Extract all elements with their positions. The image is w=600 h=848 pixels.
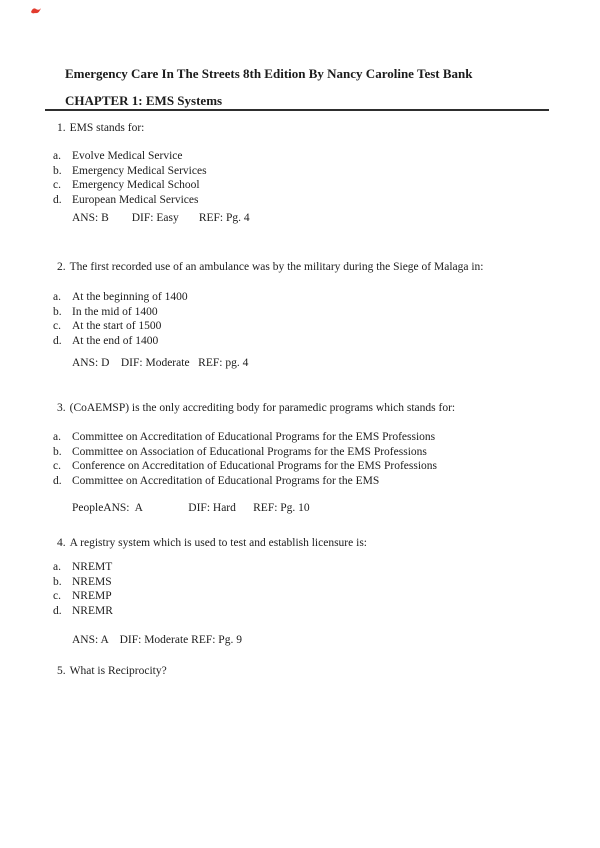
option-letter: d. [53, 474, 62, 487]
question-2 [0, 260, 600, 370]
option-letter: c. [53, 179, 61, 191]
answer-line: ANS: B DIF: Easy REF: Pg. 4 [72, 212, 250, 224]
question-4 [0, 536, 600, 647]
red-pen-mark-icon [30, 3, 42, 21]
option-c [0, 589, 600, 604]
chapter-rule [45, 94, 549, 111]
options-list [0, 290, 600, 348]
option-text: NREMP [72, 590, 112, 602]
option-text: NREMR [72, 604, 113, 617]
page-title: Emergency Care In The Streets 8th Edition By Nancy Caroline Test Bank [65, 66, 473, 81]
option-text: Emergency Medical Services [72, 164, 207, 177]
answer-line: PeopleANS: A DIF: Hard REF: Pg. 10 [72, 502, 310, 514]
option-text: European Medical Services [72, 193, 199, 206]
question-number: 1. [57, 122, 66, 134]
question-text [0, 260, 600, 274]
option-text: Conference on Accreditation of Educational Programs for the EMS Professions [72, 460, 438, 472]
option-c [0, 459, 600, 474]
option-a [0, 560, 600, 575]
option-b [0, 575, 600, 590]
chapter-heading: CHAPTER 1: EMS Systems [65, 93, 223, 108]
option-d [0, 193, 600, 208]
question-5 [0, 664, 600, 678]
option-letter: d. [53, 604, 62, 617]
option-c [0, 319, 600, 334]
option-letter: b. [53, 575, 62, 588]
option-text: NREMT [72, 561, 113, 573]
option-b [0, 164, 600, 179]
question-number: 2. [57, 261, 66, 273]
option-a [0, 149, 600, 164]
option-letter: b. [53, 305, 62, 318]
option-letter: d. [53, 193, 62, 206]
option-text: Committee on Accreditation of Educational Programs for the EMS Professions [72, 431, 436, 443]
option-letter: a. [53, 431, 61, 443]
question-stem: (CoAEMSP) is the only accrediting body for paramedic programs which stands for: [69, 402, 456, 414]
option-letter: a. [53, 561, 61, 573]
option-letter: d. [53, 334, 62, 347]
question-text [0, 401, 600, 415]
question-stem: EMS stands for: [69, 122, 145, 134]
option-text: At the start of 1500 [72, 320, 162, 332]
question-stem: What is Reciprocity? [69, 665, 167, 677]
option-text: Committee on Accreditation of Educational Programs for the EMS [72, 474, 380, 487]
option-text: At the beginning of 1400 [72, 291, 188, 303]
question-number: 4. [57, 537, 66, 549]
option-letter: b. [53, 445, 62, 458]
question-stem: The first recorded use of an ambulance was by the military during the Siege of Malaga in: [69, 261, 484, 273]
option-b [0, 445, 600, 460]
option-d [0, 334, 600, 349]
question-text [0, 536, 600, 550]
question-text [0, 121, 600, 135]
answer-line: ANS: D DIF: Moderate REF: pg. 4 [72, 357, 249, 369]
question-text [0, 664, 600, 678]
options-list [0, 149, 600, 207]
question-number: 5. [57, 665, 66, 677]
question-1 [0, 121, 600, 225]
answer-line: ANS: A DIF: Moderate REF: Pg. 9 [72, 634, 242, 646]
options-list [0, 560, 600, 618]
option-letter: a. [53, 150, 61, 162]
option-b [0, 305, 600, 320]
option-text: NREMS [72, 575, 112, 588]
options-list [0, 430, 600, 488]
option-a [0, 430, 600, 445]
option-d [0, 474, 600, 489]
option-letter: c. [53, 460, 61, 472]
option-text: At the end of 1400 [72, 334, 159, 347]
option-text: Committee on Association of Educational Programs for the EMS Professions [72, 445, 427, 458]
option-text: In the mid of 1400 [72, 305, 158, 318]
question-3 [0, 401, 600, 515]
option-text: Evolve Medical Service [72, 150, 183, 162]
option-d [0, 604, 600, 619]
option-letter: c. [53, 590, 61, 602]
option-letter: b. [53, 164, 62, 177]
question-stem: A registry system which is used to test and establish licensure is: [69, 537, 367, 549]
option-text: Emergency Medical School [72, 179, 200, 191]
option-letter: c. [53, 320, 61, 332]
option-c [0, 178, 600, 193]
option-letter: a. [53, 291, 61, 303]
question-number: 3. [57, 402, 66, 414]
option-a [0, 290, 600, 305]
